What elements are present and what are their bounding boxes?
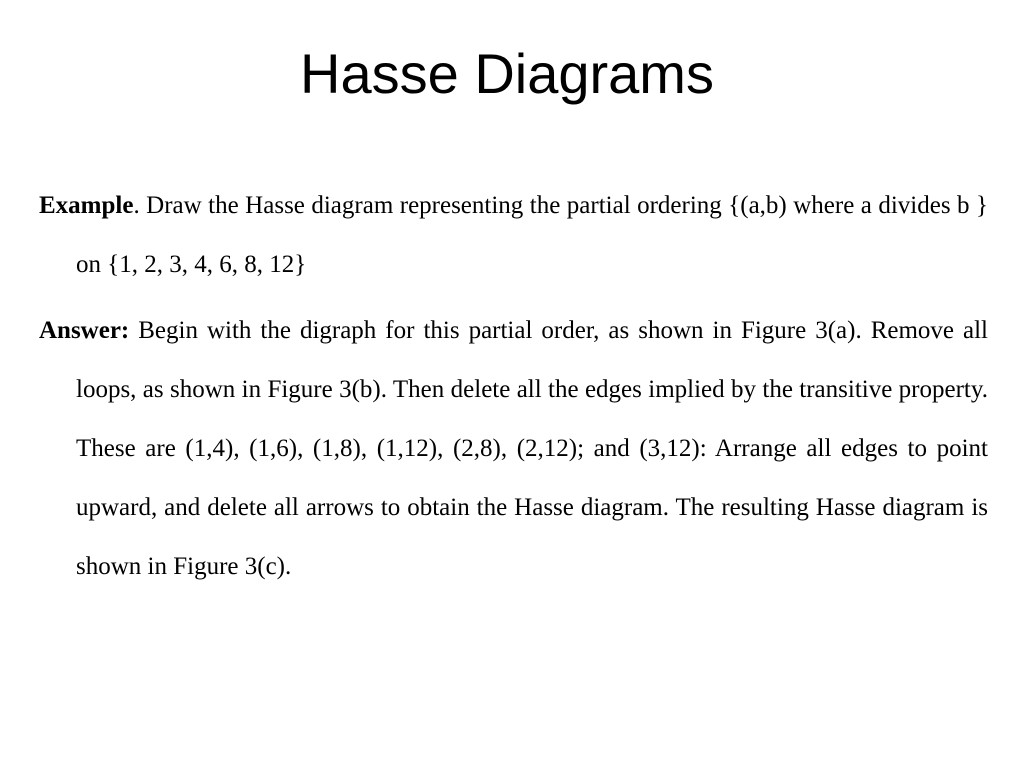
answer-paragraph (39, 301, 988, 596)
example-text: . Draw the Hasse diagram representing the partial ordering {(a,b) where a divides b } on {1, 2, 3, 4, 6, 8, 12} (76, 192, 988, 278)
example-label: Example (39, 192, 134, 219)
example-paragraph (39, 176, 988, 294)
answer-text: Begin with the digraph for this partial order, as shown in Figure 3(a). Remove all loops, as shown in Figure 3(b). Then delete all the edges implied by the transitive property. These are (1,4), (1,6), (1,8), (1,12), (2,8), (2,12); and (3,12): Arrange all edges to point upward, and delete all arrows to obtain the Hasse diagram. The resulting Hasse diagram is shown in Figure 3(c). (76, 317, 988, 580)
answer-label: Answer: (39, 317, 130, 344)
slide-title: Hasse Diagrams (300, 42, 714, 105)
slide-body (39, 176, 988, 596)
